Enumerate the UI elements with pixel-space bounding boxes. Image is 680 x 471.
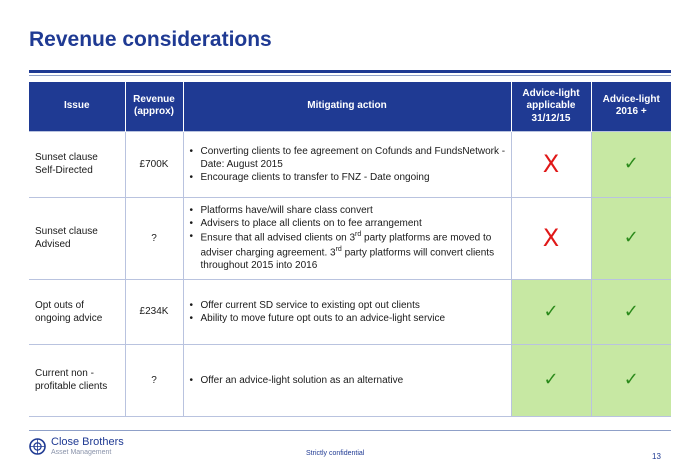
logo-emblem-icon bbox=[29, 438, 46, 455]
future-cell bbox=[591, 279, 671, 344]
mitigating-action-cell bbox=[183, 279, 511, 344]
mitigating-action-cell bbox=[183, 197, 511, 279]
check-icon: ✓ bbox=[623, 153, 639, 174]
issue-cell: Current non - profitable clients bbox=[29, 344, 125, 416]
bullet-item: • Offer an advice-light solution as an alternative bbox=[189, 374, 506, 387]
logo-subtitle: Asset Management bbox=[51, 448, 112, 456]
footer-divider bbox=[29, 430, 671, 431]
bullet-item: • Ensure that all advised clients on 3rd party platforms are moved to adviser charging agreement. 3rd party platforms will convert clients throughout 2015 into 2016 bbox=[189, 230, 506, 272]
revenue-cell: ? bbox=[125, 197, 183, 279]
applicable-cell bbox=[511, 344, 591, 416]
check-icon: ✓ bbox=[543, 369, 559, 390]
cross-icon: X bbox=[542, 224, 560, 252]
mitigating-action-cell bbox=[183, 344, 511, 416]
table-row bbox=[29, 279, 671, 344]
title-divider bbox=[29, 70, 671, 73]
table-row bbox=[29, 344, 671, 416]
issue-cell: Opt outs of ongoing advice bbox=[29, 279, 125, 344]
check-icon: ✓ bbox=[623, 300, 639, 322]
issue-cell: Sunset clause Advised bbox=[29, 197, 125, 279]
bullet-item: • Encourage clients to transfer to FNZ - Date ongoing bbox=[189, 171, 506, 184]
issue-cell: Sunset clause Self-Directed bbox=[29, 131, 125, 197]
confidentiality-label: Strictly confidential bbox=[306, 450, 365, 457]
revenue-cell: ? bbox=[125, 344, 183, 416]
header-issue: Issue bbox=[29, 82, 125, 131]
table-row bbox=[29, 131, 671, 197]
cross-icon: X bbox=[542, 150, 560, 178]
applicable-cell bbox=[511, 197, 591, 279]
header-advice-light-applicable: Advice-light applicable 31/12/15 bbox=[511, 82, 591, 131]
future-cell bbox=[591, 197, 671, 279]
check-icon: ✓ bbox=[623, 227, 639, 248]
bullet-item: • Offer current SD service to existing opt out clients bbox=[189, 299, 506, 312]
mitigating-action-cell bbox=[183, 131, 511, 197]
company-logo bbox=[29, 437, 124, 456]
title-divider-thin bbox=[29, 75, 671, 76]
page-title: Revenue considerations bbox=[29, 28, 272, 51]
applicable-cell bbox=[511, 131, 591, 197]
table-header-row bbox=[29, 82, 671, 131]
future-cell bbox=[591, 131, 671, 197]
header-revenue: Revenue (approx) bbox=[125, 82, 183, 131]
bullet-item: • Advisers to place all clients on to fee arrangement bbox=[189, 217, 506, 230]
revenue-table bbox=[29, 82, 671, 417]
future-cell bbox=[591, 344, 671, 416]
revenue-cell: £234K bbox=[125, 279, 183, 344]
applicable-cell bbox=[511, 279, 591, 344]
bullet-item: • Platforms have/will share class convert bbox=[189, 204, 506, 217]
table-row bbox=[29, 197, 671, 279]
bullet-item: • Converting clients to fee agreement on Cofunds and FundsNetwork - Date: August 2015 bbox=[189, 145, 506, 171]
page-number: 13 bbox=[652, 452, 661, 461]
header-advice-light-2016: Advice-light 2016 + bbox=[591, 82, 671, 131]
check-icon: ✓ bbox=[543, 300, 559, 322]
header-mitigating-action: Mitigating action bbox=[183, 82, 511, 131]
revenue-cell: £700K bbox=[125, 131, 183, 197]
check-icon: ✓ bbox=[623, 369, 639, 390]
bullet-item: • Ability to move future opt outs to an advice-light service bbox=[189, 312, 506, 325]
logo-name: Close Brothers bbox=[51, 436, 124, 448]
